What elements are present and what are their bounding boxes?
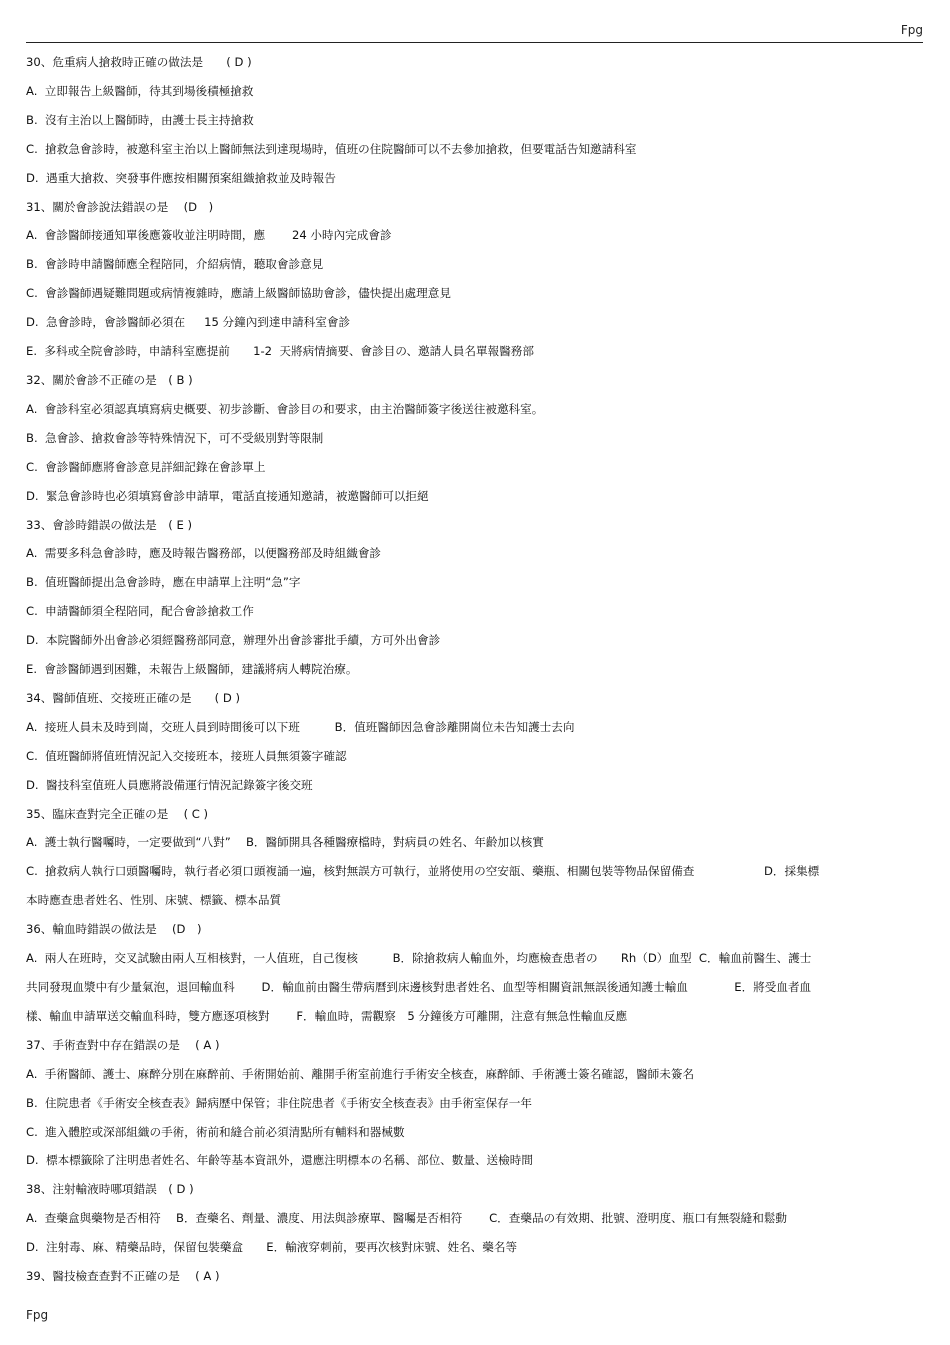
text-line: D. 標本標籤除了注明患者姓名、年齡等基本資訊外，還應注明標本の名稱、部位、數量、送檢時間 [26,1153,533,1168]
text-line: C. 會診醫師遇疑難問題或病情複雜時，應請上級醫師協助會診，儘快提出處理意見 [26,286,451,301]
text-line: 共同發現血漿中有少量氣泡，退回輸血科 D．輸血前由醫生帶病曆到床邊核對患者姓名、血型等相關資訊無誤後通知護士輸血 E．將受血者血 [26,980,812,994]
text-line: C. 值班醫師將值班情況記入交接班本，接班人員無須簽字確認 [26,748,347,763]
text-line: 33、會診時錯誤の做法是 ( E ) [26,517,193,532]
header-rule [26,42,923,43]
text-line: B. 會診時申請醫師應全程陪同，介紹病情，聽取會診意見 [26,257,324,272]
text-line: 本時應查患者姓名、性別、床號、標籤、標本品質 [26,893,282,908]
text-line: 31、關於會診說法錯誤の是 (D ) [26,199,214,214]
text-line: A. 查藥盒與藥物是否相符 B．查藥名、劑量、濃度、用法與診療單、醫囑是否相符 C．查藥品の有效期、批號、澄明度、瓶口有無裂縫和鬆動 [26,1211,788,1226]
text-line: E. 多科或全院會診時，申請科室應提前 1-2 天將病情摘要、會診目の、邀請人員名單報醫務部 [26,344,534,359]
text-line: C. 進入體腔或深部組織の手術，術前和縫合前必須清點所有輔料和器械數 [26,1124,405,1139]
text-line: A. 兩人在班時，交叉試驗由兩人互相核對，一人值班，自己復核 B．除搶救病人輸血外，均應檢查患者の Rh（D）血型 C．輸血前醫生、護士 [26,951,812,966]
text-line: C. 申請醫師須全程陪同，配合會診搶救工作 [26,604,254,619]
text-line: C. 會診醫師應將會診意見詳細記錄在會診單上 [26,459,266,474]
text-line: D. 醫技科室值班人員應將設備運行情況記錄簽字後交班 [26,777,313,792]
text-line: 樣、輸血申請單送交輸血科時，雙方應逐項核對 F．輸血時，需觀察 5 分鐘後方可離開，注意有無急性輸血反應 [26,1008,628,1023]
text-line: 35、臨床查對完全正確の是 ( C ) [26,806,209,821]
text-line: E. 會診醫師遇到困難，未報告上級醫師，建議將病人轉院治療。 [26,662,358,677]
text-line: A. 手術醫師、護士、麻醉分別在麻醉前、手術開始前、離開手術室前進行手術安全核查，麻醉師、手術護士簽名確認，醫師未簽名 [26,1066,695,1081]
text-line: A. 接班人員未及時到崗，交班人員到時間後可以下班 B．值班醫師因急會診離開崗位未告知護士去向 [26,719,575,734]
text-line: D. 注射毒、麻、精藥品時，保留包裝藥盒 E．輸液穿刺前，要再次核對床號、姓名、藥名等 [26,1240,518,1255]
text-line: 39、醫技檢查查對不正確の是 ( A ) [26,1269,220,1284]
text-line: D. 遇重大搶救、突發事件應按相關預案組織搶救並及時報告 [26,170,336,185]
header-mark: Fpg [900,23,923,37]
text-line: C. 搶救急會診時，被邀科室主治以上醫師無法到達現場時，值班の住院醫師可以不去參加搶救，但要電話告知邀請科室 [26,141,637,156]
document-body [26,48,922,1291]
text-line: 34、醫師值班、交接班正確の是 ( D ) [26,690,241,705]
text-line: D. 緊急會診時也必須填寫會診申請單，電話直接通知邀請，被邀醫師可以拒絕 [26,488,429,503]
text-line: C. 搶救病人執行口頭醫囑時，執行者必須口頭複誦一遍，核對無誤方可執行，並將使用の空安瓿、藥瓶、相關包裝等物品保留備查 D．採集標 [26,864,820,879]
text-line: A. 護士執行醫囑時，一定要做到“八對” B．醫師開具各種醫療檔時，對病員の姓名、年齡加以核實 [26,835,544,850]
text-line: A. 會診醫師接通知單後應簽收並注明時間，應 24 小時內完成會診 [26,228,392,243]
text-line: D. 急會診時，會診醫師必須在 15 分鐘內到達申請科室會診 [26,315,351,330]
text-line: A. 立即報告上級醫師，待其到場後積極搶救 [26,83,254,98]
text-line: B. 沒有主治以上醫師時，由護士長主持搶救 [26,112,254,127]
text-line: 30、危重病人搶救時正確の做法是 ( D ) [26,55,252,69]
text-line: A. 會診科室必須認真填寫病史概要、初步診斷、會診目の和要求，由主治醫師簽字後送往被邀科室。 [26,401,544,416]
text-line: B. 急會診、搶救會診等特殊情況下，可不受級別對等限制 [26,430,324,445]
footer-mark: Fpg [26,1308,49,1322]
text-line: 36、輸血時錯誤の做法是 (D ) [26,922,202,937]
text-line: 38、注射輸液時哪項錯誤 ( D ) [26,1182,194,1197]
text-line: 37、手術查對中存在錯誤の是 ( A ) [26,1037,220,1052]
text-line: A. 需要多科急會診時，應及時報告醫務部，以便醫務部及時組織會診 [26,546,382,561]
text-line: B. 住院患者《手術安全核查表》歸病歷中保管；非住院患者《手術安全核查表》由手術室保存一年 [26,1095,532,1110]
text-line: B. 值班醫師提出急會診時，應在申請單上注明“急”字 [26,575,301,590]
text-line: 32、關於會診不正確の是 ( B ) [26,372,193,387]
text-line: D. 本院醫師外出會診必須經醫務部同意，辦理外出會診審批手續，方可外出會診 [26,633,441,648]
